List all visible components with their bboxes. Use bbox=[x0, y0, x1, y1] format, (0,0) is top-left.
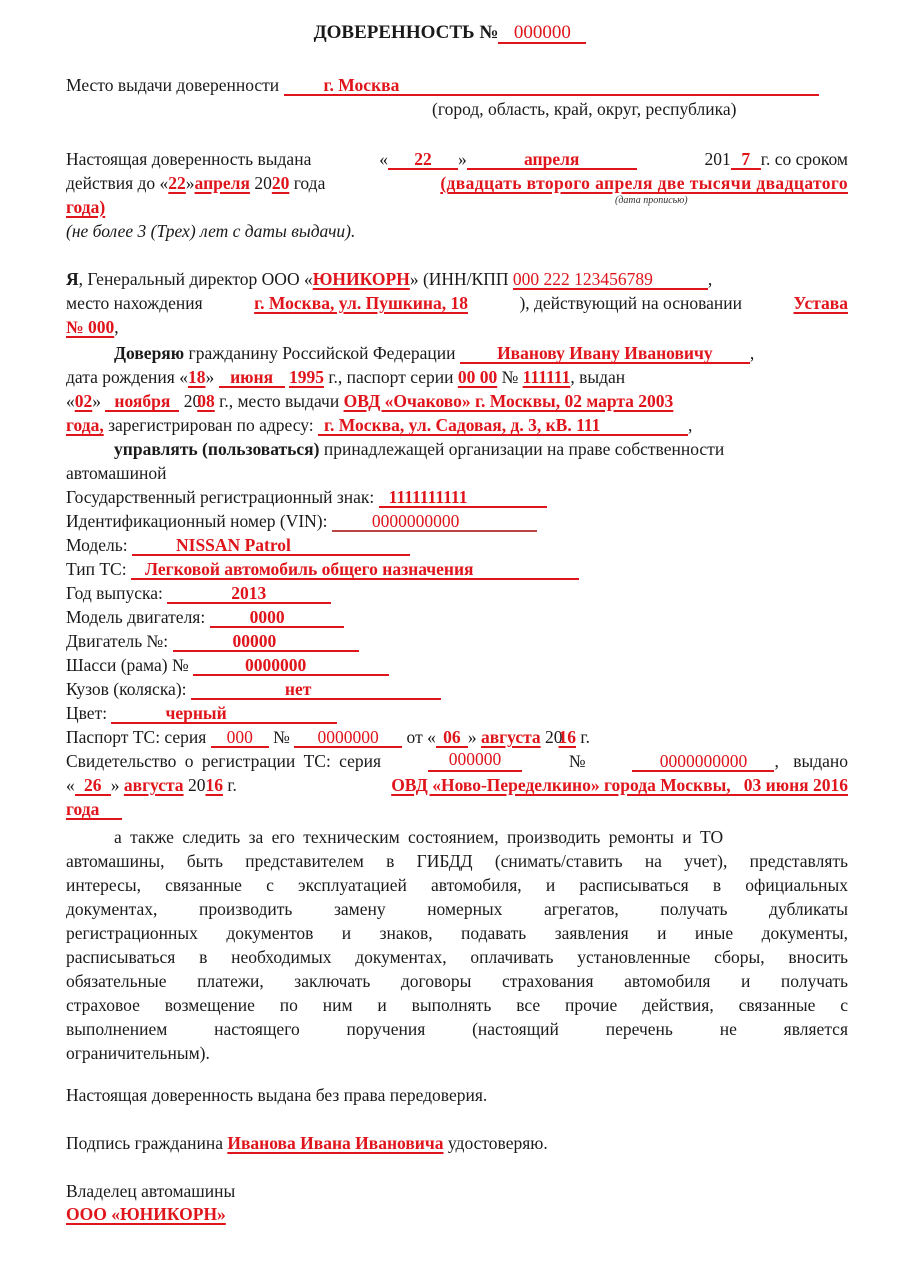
vehicle-field-chassis bbox=[66, 654, 389, 676]
year-suffix: г. bbox=[227, 775, 237, 795]
quote: » bbox=[185, 173, 195, 193]
year-prefix: 20 bbox=[187, 775, 206, 795]
trustee-text: гражданину Российской Федерации bbox=[188, 343, 456, 363]
owner-name[interactable]: ООО «ЮНИКОРН» bbox=[66, 1204, 226, 1224]
signature-prefix: Подпись гражданина bbox=[66, 1133, 223, 1153]
document-title bbox=[0, 22, 900, 44]
year-prefix: 20 bbox=[545, 727, 563, 747]
quote: « bbox=[66, 775, 75, 795]
vehicle-field-label: Цвет: bbox=[66, 703, 108, 723]
until-year-prefix: 20 bbox=[254, 173, 272, 193]
issue-day[interactable]: 22 bbox=[388, 150, 458, 170]
powers-line: обязательные платежи, заключать договоры страхования автомобиля и получать bbox=[66, 971, 848, 991]
sts-label: Свидетельство о регистрации ТС: серия bbox=[66, 751, 382, 771]
issue-prefix: Настоящая доверенность выдана bbox=[66, 149, 312, 169]
vehicle-field-label: Идентификационный номер (VIN): bbox=[66, 511, 328, 531]
pts-year[interactable]: 16 bbox=[558, 727, 577, 747]
registration-address[interactable]: г. Москва, ул. Садовая, д. 3, кВ. 111 bbox=[318, 416, 688, 436]
pts-number[interactable]: 0000000 bbox=[294, 728, 402, 748]
year-prefix: 20 bbox=[183, 391, 202, 411]
vehicle-field-engine-number bbox=[66, 630, 359, 652]
quote: » bbox=[467, 727, 477, 747]
trustee-line-3 bbox=[66, 390, 673, 412]
until-prefix: действия до « bbox=[66, 173, 169, 193]
powers-line: расписываться в необходимых документах, оплачивать установленные сборы, вносить bbox=[66, 947, 848, 967]
principal-inn[interactable]: 000 222 123456789 bbox=[513, 270, 708, 290]
vehicle-field-label: Государственный регистрационный знак: bbox=[66, 487, 375, 507]
vehicle-field-color bbox=[66, 702, 337, 724]
powers-line: страховое возмещение по ним и выполнять все прочие действия, связанные с bbox=[66, 995, 848, 1015]
sts-series[interactable]: 000000 bbox=[428, 750, 522, 772]
until-year-digits[interactable]: 20 bbox=[271, 173, 290, 193]
vehicle-field-label: Год выпуска: bbox=[66, 583, 163, 603]
pts-month[interactable]: августа bbox=[480, 727, 541, 747]
vehicle-field-value[interactable]: черный bbox=[111, 704, 337, 724]
passport-series[interactable]: 00 00 bbox=[457, 367, 498, 387]
issue-line-3 bbox=[66, 196, 105, 218]
sts-authority[interactable]: ОВД «Ново-Переделкино» города Москвы, 03 июня 2016 bbox=[391, 775, 848, 795]
powers-line: выполнением настоящего поручения (настоящий перечень не является bbox=[66, 1019, 848, 1039]
issue-year-digit[interactable]: 7 bbox=[731, 150, 761, 170]
principal-company[interactable]: ЮНИКОРН bbox=[312, 269, 410, 289]
passport-issue-month[interactable]: ноября bbox=[105, 392, 179, 412]
principal-text: , bbox=[114, 317, 119, 337]
issue-year-prefix: 201 bbox=[704, 149, 731, 169]
pts-day[interactable]: 06 bbox=[436, 728, 468, 748]
vehicle-field-label: Двигатель №: bbox=[66, 631, 169, 651]
trustee-line-2 bbox=[66, 366, 625, 388]
birth-label: дата рождения « bbox=[66, 367, 188, 387]
powers-line: интересы, связанные с эксплуатацией автомобиля, и расписываться в официальных bbox=[66, 875, 848, 895]
document-number[interactable]: 000000 bbox=[498, 24, 586, 44]
number-sign: № bbox=[273, 727, 290, 747]
vehicle-field-value[interactable]: 0000 bbox=[210, 608, 344, 628]
manage-rest: принадлежащей организации на праве собственности bbox=[323, 439, 725, 459]
vehicle-field-engine-model bbox=[66, 606, 344, 628]
manage-bold: управлять (пользоваться) bbox=[114, 439, 320, 459]
principal-line-2 bbox=[66, 292, 848, 314]
sts-day[interactable]: 26 bbox=[75, 776, 111, 796]
vehicle-field-vin bbox=[66, 510, 537, 532]
sts-year[interactable]: 16 bbox=[205, 775, 223, 795]
trustee-name[interactable]: Иванову Ивану Ивановичу bbox=[460, 344, 750, 364]
place-value[interactable]: г. Москва bbox=[284, 76, 819, 96]
vehicle-field-value[interactable]: нет bbox=[191, 680, 441, 700]
trust-word: Доверяю bbox=[114, 343, 185, 363]
signature-suffix: удостоверяю. bbox=[447, 1133, 548, 1153]
powers-line: документах, производить замену номерных агрегатов, получать дубликаты bbox=[66, 899, 848, 919]
passport-issue-day[interactable]: 02 bbox=[74, 391, 93, 411]
vehicle-field-model bbox=[66, 534, 410, 556]
vehicle-field-value[interactable]: 0000000 bbox=[193, 656, 389, 676]
vehicle-field-value[interactable]: 00000 bbox=[173, 632, 359, 652]
issued-label: , выдан bbox=[570, 367, 626, 387]
issue-month[interactable]: апреля bbox=[467, 150, 637, 170]
until-words-line-1[interactable]: (двадцать второго апреля две тысячи двадцатого bbox=[440, 173, 848, 193]
vehicle-field-value[interactable]: 2013 bbox=[167, 584, 331, 604]
principal-text: ), действующий на основании bbox=[519, 293, 743, 313]
sts-line-3 bbox=[66, 798, 122, 820]
quote: « bbox=[66, 391, 75, 411]
until-month[interactable]: апреля bbox=[194, 173, 250, 193]
principal-line-3 bbox=[66, 316, 119, 338]
vehicle-field-label: Кузов (коляска): bbox=[66, 679, 187, 699]
issue-line-2 bbox=[66, 172, 848, 194]
vehicle-field-value[interactable]: Легковой автомобиль общего назначения bbox=[131, 560, 579, 580]
sts-line-1 bbox=[66, 750, 848, 772]
vehicle-field-year bbox=[66, 582, 331, 604]
quote: » bbox=[92, 391, 101, 411]
powers-text: а также следить за его техническим состоянием, производить ремонты и ТО bbox=[114, 827, 724, 847]
words-hint: (дата прописью) bbox=[615, 195, 688, 206]
number-sign: № bbox=[568, 751, 586, 771]
sts-authority-end[interactable]: года bbox=[66, 800, 122, 820]
trustee-line-1 bbox=[114, 342, 754, 364]
vehicle-field-body bbox=[66, 678, 441, 700]
trustee-line-4 bbox=[66, 414, 692, 436]
powers-line: ограничительным). bbox=[66, 1043, 210, 1063]
vehicle-field-value[interactable]: 1111111111 bbox=[379, 488, 547, 508]
principal-line-1 bbox=[66, 268, 848, 290]
until-day[interactable]: 22 bbox=[168, 173, 186, 193]
year-suffix: г. bbox=[580, 727, 590, 747]
pts-label: Паспорт ТС: серия bbox=[66, 727, 207, 747]
passport-number[interactable]: 111111 bbox=[522, 367, 571, 387]
quote: » bbox=[205, 367, 215, 387]
until-words-line-2[interactable]: года) bbox=[66, 197, 106, 217]
trustee-text: , bbox=[688, 415, 693, 435]
title-label: ДОВЕРЕННОСТЬ № bbox=[313, 22, 499, 43]
trustee-text: , bbox=[749, 343, 755, 363]
sts-issued: , выдано bbox=[774, 751, 848, 771]
number-sign: № bbox=[501, 367, 519, 387]
manage-line bbox=[114, 438, 724, 460]
birth-day[interactable]: 18 bbox=[187, 367, 206, 387]
place-hint: (город, область, край, округ, республика) bbox=[432, 99, 737, 119]
owner-label: Владелец автомашины bbox=[66, 1181, 236, 1201]
principal-basis[interactable]: Устава bbox=[793, 293, 848, 313]
passport-issue-year[interactable]: 08 bbox=[197, 391, 215, 411]
pts-series[interactable]: 000 bbox=[211, 728, 269, 748]
signature-name[interactable]: Иванова Ивана Ивановича bbox=[227, 1133, 444, 1153]
quote: » bbox=[457, 149, 467, 169]
powers-line: регистрационных документов и знаков, подавать заявления и иные документы, bbox=[66, 923, 848, 943]
vehicle-field-label: Модель: bbox=[66, 535, 128, 555]
place-label: Место выдачи доверенности bbox=[66, 75, 280, 95]
sts-month[interactable]: августа bbox=[123, 775, 184, 795]
place-line bbox=[66, 74, 819, 96]
passport-issue-place[interactable]: ОВД «Очаково» г. Москвы, 02 марта 2003 bbox=[343, 391, 674, 411]
powers-line bbox=[114, 826, 848, 848]
vehicle-field-label: Модель двигателя: bbox=[66, 607, 206, 627]
quote: » bbox=[110, 775, 120, 795]
principal-text: , Генеральный директор ООО « bbox=[78, 269, 313, 289]
passport-issue-place-end[interactable]: года, bbox=[66, 415, 104, 435]
principal-text: место нахождения bbox=[66, 293, 203, 313]
pts-line bbox=[66, 726, 590, 748]
powers-line: автомашины, быть представителем в ГИБДД (снимать/ставить на учет), представлять bbox=[66, 851, 848, 871]
passport-label: г., паспорт серии bbox=[328, 367, 454, 387]
principal-text: , bbox=[707, 269, 713, 289]
principal-ya: Я bbox=[66, 269, 79, 289]
pts-from: от « bbox=[406, 727, 436, 747]
birth-year[interactable]: 1995 bbox=[288, 367, 324, 387]
until-year-word: года bbox=[293, 173, 326, 193]
issue-place-label: г., место выдачи bbox=[219, 391, 340, 411]
registration-label: зарегистрирован по адресу: bbox=[108, 415, 314, 435]
vehicle-field-plate bbox=[66, 486, 547, 508]
vehicle-field-value[interactable]: NISSAN Patrol bbox=[132, 536, 410, 556]
signature-line bbox=[66, 1132, 548, 1154]
issue-suffix: г. со сроком bbox=[760, 149, 848, 169]
vehicle-field-type bbox=[66, 558, 579, 580]
no-redelegation: Настоящая доверенность выдана без права передоверия. bbox=[66, 1085, 488, 1105]
manage-line-2: автомашиной bbox=[66, 463, 167, 483]
owner-line bbox=[66, 1203, 226, 1225]
principal-text: » (ИНН/КПП bbox=[409, 269, 509, 289]
sts-line-2 bbox=[66, 774, 848, 796]
limit-note: (не более 3 (Трех) лет с даты выдачи). bbox=[66, 221, 356, 241]
issue-line-1 bbox=[66, 148, 848, 170]
sts-number[interactable]: 0000000000 bbox=[632, 752, 774, 772]
birth-month[interactable]: июня bbox=[219, 368, 285, 388]
vehicle-field-value[interactable]: 0000000000 bbox=[332, 512, 537, 532]
vehicle-field-label: Тип ТС: bbox=[66, 559, 127, 579]
quote: « bbox=[379, 149, 388, 169]
vehicle-field-label: Шасси (рама) № bbox=[66, 655, 189, 675]
principal-address[interactable]: г. Москва, ул. Пушкина, 18 bbox=[254, 293, 468, 313]
principal-basis-number[interactable]: № 000 bbox=[66, 317, 115, 337]
